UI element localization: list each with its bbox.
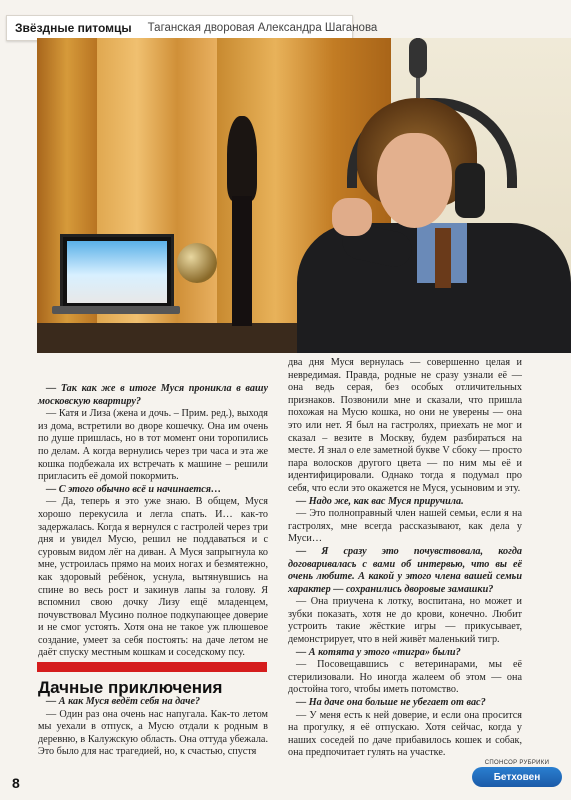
interview-question: — С этого обычно всё и начинается…	[46, 483, 222, 495]
paragraph: — Посовещавшись с ветеринарами, мы её стерилизовали. Но иногда жалеем об этом — она достойна того, чтобы иметь потомство.	[288, 659, 522, 696]
sponsor-logo	[472, 767, 562, 787]
interview-question: — Я сразу это почувствовала, когда договаривалась с вами об интервью, что вы её очень любите. А какой у этого члена вашей семьи характер — сохранились дворовые замашки?	[288, 545, 522, 595]
microphone	[409, 38, 427, 78]
interview-question: — На даче она больше не убегает от вас?	[296, 697, 486, 709]
sponsor-badge	[472, 760, 562, 792]
section-title: Дачные приключения	[38, 678, 223, 697]
article-column-left-lower	[38, 696, 268, 759]
interview-question: — А котята у этого «тигра» были?	[296, 646, 461, 658]
globe	[177, 243, 217, 283]
page-number: 8	[12, 775, 20, 791]
sponsor-brand: Бетховен	[493, 771, 541, 783]
article-photo	[37, 38, 571, 353]
article-subtitle: Таганская дворовая Александра Шаганова	[147, 22, 378, 34]
interview-question: — А как Муся ведёт себя на даче?	[46, 696, 201, 707]
paragraph: — Да, теперь я это уже знаю. В общем, Муся хорошо перекусила и легла спать. И… как-то задержалась. Когда я вернулся с гастролей через три дня и увидел Мусю, решил не поддаваться и с суровым видом лёг на диван. А Муся запрыгнула ко мне, устроилась прямо на моих ногах и безмятежно, как здоровый ребёнок, уснула, вытянувшись на спине во весь рост и закинув лапы за голову. Я вспомнил свою дочку Лизу ещё младенцем, почувствовал Мусино полное подкупающее доверие и не смог устоять. Хотя она не такое уж плюшевое создание, умеет за себя постоять: на даче летом не даёт спуску местным кошкам и соседскому псу.	[38, 496, 268, 659]
interview-question: — Так как же в итоге Муся проникла в вашу московскую квартиру?	[38, 383, 268, 407]
laptop-base	[52, 306, 180, 314]
laptop-screen	[60, 234, 174, 310]
article-column-left	[38, 383, 268, 660]
section-divider	[37, 662, 267, 672]
portrait-man-headphones	[287, 98, 571, 353]
paragraph: — Один раз она очень нас напугала. Как-то летом мы уехали в отпуск, а Мусю отдали к родным в деревню, в Калужскую область. Она оттуда убежала. Это было для нас трагедией, но, к счастью, спустя	[38, 708, 268, 758]
rubric-title: Звёздные питомцы	[15, 21, 132, 35]
sponsor-label: СПОНСОР РУБРИКИ	[484, 760, 550, 766]
paragraph: — Катя и Лиза (жена и дочь. – Прим. ред.), выходя из дома, встретили во дворе кошечку. Она им очень по душе пришлась, но в тот момент они торопились по делам. А когда вернулись через три часа и эта же кошка подбежала их встречать к машине – решили пригласить её домой покормить.	[38, 408, 268, 483]
paragraph: два дня Муся вернулась — совершенно целая и невредимая. Правда, родные не сразу узнали её — она ведь серая, без особых отличительных признаков. Позвонили мне и сказали, что пришла похожая на Мусю кошка, но они не уверены — она это или нет. Я был на гастролях, приехать не мог и сказал – везите в Москву, будем разбираться на месте. Я знал о еле заметной букве V сбоку — просто пара волосков другого цвета — по ним мы её и идентифицировали. Однако тогда я подумал про себя, что если это окажется не Муся, усыновим и эту.	[288, 357, 523, 494]
hand-sculpture	[227, 116, 257, 326]
paragraph: — У меня есть к ней доверие, и если она просится на прогулку, я её отпускаю. Хотя сейчас, когда у наших соседей по даче прибавилось кошек и собак, она предпочитает гулять на участке.	[288, 709, 522, 759]
interview-question: — Надо же, как вас Муся приручила.	[296, 495, 464, 507]
paragraph: — Это полноправный член нашей семьи, если я на гастролях, мне всегда рассказывают, как дела у Муси…	[288, 508, 522, 545]
paragraph: — Она приучена к лотку, воспитана, но может и зубки показать, хотя не до крови, конечно. Любит устроить такие жёсткие игры — прикусывает, демонстрирует, что в ней живёт маленький тигр.	[288, 596, 522, 646]
article-column-right	[288, 357, 522, 760]
